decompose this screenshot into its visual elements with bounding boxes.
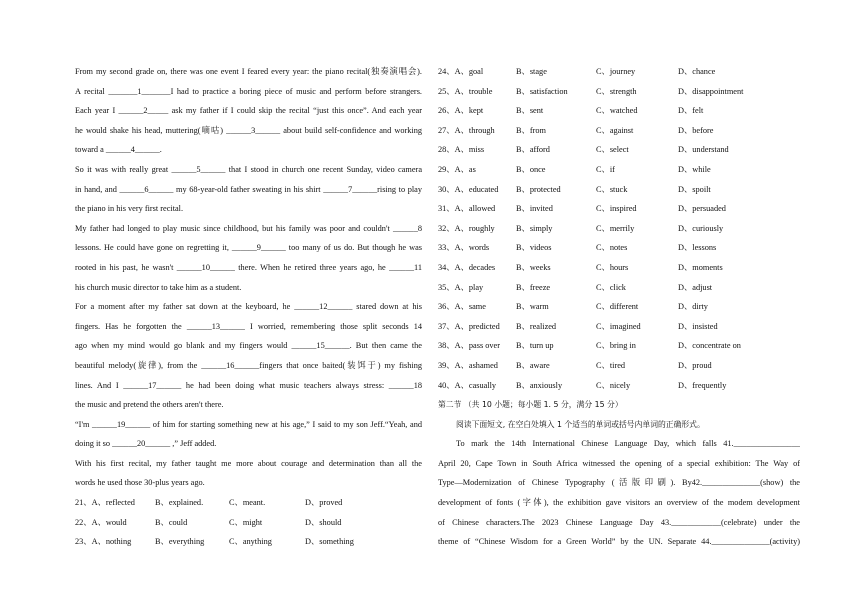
option-text: C、journey bbox=[596, 67, 636, 76]
option-text: 31、A、allowed bbox=[438, 204, 496, 214]
passage-line: theme of “Chinese Wisdom for a Green World” by the UN. Separate 44.______________(activity) bbox=[438, 537, 800, 547]
option-text: B、videos bbox=[516, 243, 552, 253]
option-text: C、hours bbox=[596, 262, 629, 272]
option-text: 36、A、same bbox=[438, 302, 486, 312]
option-text: B、invited bbox=[516, 204, 553, 214]
question-options bbox=[438, 376, 800, 396]
option-text: B、aware bbox=[516, 360, 550, 370]
option-text: B、simply bbox=[516, 223, 553, 233]
option-text: C、strength bbox=[596, 86, 637, 96]
option-text: 37、A、predicted bbox=[438, 321, 500, 331]
left-column bbox=[75, 62, 422, 552]
section-heading: 第二节 （共 10 小题；每小题 1. 5 分，满分 15 分） bbox=[438, 400, 623, 410]
passage-line: development of fonts (字体), the exhibition gave visitors an overview of the modem development bbox=[438, 498, 800, 508]
question-options bbox=[75, 493, 422, 513]
question-options bbox=[438, 101, 800, 121]
passage-line: So it was with really great ______5______ that I stood in church one recent Sunday, video camera bbox=[75, 164, 422, 174]
option-text: C、different bbox=[596, 302, 639, 312]
option-text: D、persuaded bbox=[678, 204, 726, 214]
passage-line: of Chinese characters.The 2023 Chinese Language Day 43.____________(celebrate) under the bbox=[438, 517, 800, 527]
option-text: B、turn up bbox=[516, 341, 554, 351]
passage-line: fingers. Has he forgotten the ______13______ I worried, remembering those split seconds 14 bbox=[75, 321, 422, 331]
option-text: C、tired bbox=[596, 360, 626, 370]
question-options bbox=[438, 238, 800, 258]
option-text: D、while bbox=[678, 164, 711, 174]
question-options bbox=[75, 513, 422, 533]
option-text: D、dirty bbox=[678, 302, 708, 312]
passage-line: A recital _______1_______I had to practice a boring piece of music and perform before strangers. bbox=[75, 86, 422, 96]
section-instruction: 阅读下面短文, 在空白处填入 1 个适当的单词或括号内单词的正确形式。 bbox=[456, 419, 705, 429]
option-text: D、frequently bbox=[678, 380, 727, 390]
option-text: D、should bbox=[305, 517, 342, 527]
question-options bbox=[438, 297, 800, 317]
passage-line: the piano in his very first recital. bbox=[75, 204, 184, 214]
option-text: D、disappointment bbox=[678, 86, 744, 96]
question-options bbox=[438, 140, 800, 160]
option-text: B、stage bbox=[516, 67, 547, 76]
passage-line: doing it so ______20______ ,” Jeff added. bbox=[75, 439, 217, 449]
option-text: C、inspired bbox=[596, 204, 637, 214]
option-text: B、protected bbox=[516, 184, 561, 194]
passage-line: My father had longed to play music since childhood, but his family was poor and couldn't ______8 bbox=[75, 223, 422, 233]
option-text: B、warm bbox=[516, 302, 549, 312]
option-text: 29、A、as bbox=[438, 164, 476, 174]
option-text: C、against bbox=[596, 125, 634, 135]
question-options bbox=[438, 62, 800, 82]
passage-line: he would shake his head, muttering(嘀咕) ______3______ about build self-confidence and working bbox=[75, 125, 422, 135]
passage-line: beautiful melody(旋律), from the ______16______fingers that once baited(装饵于) my fishing bbox=[75, 360, 422, 370]
option-text: D、concentrate on bbox=[678, 341, 741, 351]
passage-line: “I'm ______19______ of him for starting something new at his age,” I said to my son Jeff.“Yeah, and bbox=[75, 419, 422, 429]
option-text: D、felt bbox=[678, 106, 704, 116]
option-text: C、select bbox=[596, 145, 629, 155]
option-text: 26、A、kept bbox=[438, 106, 484, 116]
option-text: D、lessons bbox=[678, 243, 717, 253]
option-text: 24、A、goal bbox=[438, 67, 484, 76]
option-text: 25、A、trouble bbox=[438, 86, 493, 96]
question-options bbox=[438, 336, 800, 356]
option-text: D、something bbox=[305, 537, 354, 547]
option-text: D、before bbox=[678, 125, 714, 135]
question-options bbox=[438, 121, 800, 141]
question-options bbox=[438, 356, 800, 376]
option-text: C、bring in bbox=[596, 341, 636, 351]
option-text: C、meant. bbox=[229, 498, 266, 508]
option-text: B、realized bbox=[516, 321, 557, 331]
option-text: D、proved bbox=[305, 498, 343, 508]
question-options bbox=[438, 278, 800, 298]
option-text: D、curiously bbox=[678, 223, 724, 233]
option-text: B、freeze bbox=[516, 282, 551, 292]
option-text: C、watched bbox=[596, 106, 638, 116]
passage-line: Type—Modernization of Chinese Typography (活版印刷). By42.______________(show) the bbox=[438, 478, 800, 488]
option-text: C、notes bbox=[596, 243, 628, 253]
passage-line: To mark the 14th International Chinese Language Day, which falls 41.________________ bbox=[456, 439, 800, 449]
option-text: B、sent bbox=[516, 106, 544, 116]
option-text: C、might bbox=[229, 517, 263, 527]
option-text: C、imagined bbox=[596, 321, 641, 331]
option-text: 30、A、educated bbox=[438, 184, 499, 194]
question-options bbox=[438, 160, 800, 180]
question-options bbox=[438, 219, 800, 239]
option-text: C、click bbox=[596, 282, 626, 292]
option-text: 23、A、nothing bbox=[75, 537, 132, 547]
option-text: B、satisfaction bbox=[516, 86, 568, 96]
option-text: D、chance bbox=[678, 67, 716, 76]
option-text: 39、A、ashamed bbox=[438, 360, 498, 370]
option-text: B、everything bbox=[155, 537, 205, 547]
option-text: 28、A、miss bbox=[438, 145, 485, 155]
option-text: 38、A、pass over bbox=[438, 341, 500, 351]
passage-line: the music and pretend the others aren't there. bbox=[75, 400, 224, 410]
passage-line: in hand, and ______6______ my 68-year-old father sweating in his shirt ______7______rising to play bbox=[75, 184, 422, 194]
option-text: 21、A、reflected bbox=[75, 498, 135, 508]
passage-line: ago when my mind would go blank and my fingers would ______15______. But then came the bbox=[75, 341, 422, 351]
option-text: B、from bbox=[516, 125, 546, 135]
passage-line: lessons. He could have gone on regretting it, ______9______ too many of us do. But though he was bbox=[75, 243, 422, 253]
option-text: B、could bbox=[155, 517, 188, 527]
question-options bbox=[438, 258, 800, 278]
option-text: B、weeks bbox=[516, 262, 551, 272]
option-text: C、stuck bbox=[596, 184, 628, 194]
option-text: 35、A、play bbox=[438, 282, 484, 292]
question-options bbox=[438, 82, 800, 102]
option-text: C、merrily bbox=[596, 223, 635, 233]
option-text: C、nicely bbox=[596, 380, 631, 390]
option-text: 32、A、roughly bbox=[438, 223, 495, 233]
option-text: B、explained. bbox=[155, 498, 204, 508]
passage-line: toward a ______4______. bbox=[75, 145, 162, 155]
option-text: 33、A、words bbox=[438, 243, 490, 253]
option-text: 27、A、through bbox=[438, 125, 495, 135]
question-options bbox=[438, 199, 800, 219]
question-options bbox=[75, 532, 422, 552]
option-text: C、anything bbox=[229, 537, 272, 547]
passage-line: his church music director to take him as a student. bbox=[75, 282, 242, 292]
option-text: C、if bbox=[596, 164, 615, 174]
question-options bbox=[438, 317, 800, 337]
option-text: 22、A、would bbox=[75, 517, 127, 527]
option-text: D、adjust bbox=[678, 282, 713, 292]
passage-line: Each year I ______2_____ ask my father if I could skip the recital “just this once”. And each year bbox=[75, 106, 422, 116]
option-text: B、once bbox=[516, 164, 546, 174]
option-text: D、insisted bbox=[678, 321, 718, 331]
option-text: D、moments bbox=[678, 262, 723, 272]
option-text: 34、A、decades bbox=[438, 262, 496, 272]
question-options bbox=[438, 180, 800, 200]
passage-line: lines. And I ______17______ he had been doing what music teachers always stress: ______18 bbox=[75, 380, 422, 390]
option-text: D、understand bbox=[678, 145, 729, 155]
option-text: B、anxiously bbox=[516, 380, 563, 390]
option-text: D、spoilt bbox=[678, 184, 711, 194]
passage-line: rooted in his past, he wasn't ______10______ there. When he retired three years ago, he ______11 bbox=[75, 262, 422, 272]
passage-line: April 20, Cape Town in South Africa witnessed the opening of a special exhibition: The Way of bbox=[438, 458, 800, 468]
passage-line: From my second grade on, there was one event I feared every year: the piano recital(独奏演唱会). bbox=[75, 67, 422, 76]
option-text: 40、A、casually bbox=[438, 380, 497, 390]
option-text: B、afford bbox=[516, 145, 550, 155]
option-text: D、proud bbox=[678, 360, 712, 370]
passage-line: For a moment after my father sat down at the keyboard, he ______12______ stared down at his bbox=[75, 302, 422, 312]
passage-line: words he used those 30-plus years ago. bbox=[75, 478, 205, 488]
right-column bbox=[438, 62, 800, 552]
passage-line: With his first recital, my father taught me more about courage and determination than all the bbox=[75, 458, 422, 468]
